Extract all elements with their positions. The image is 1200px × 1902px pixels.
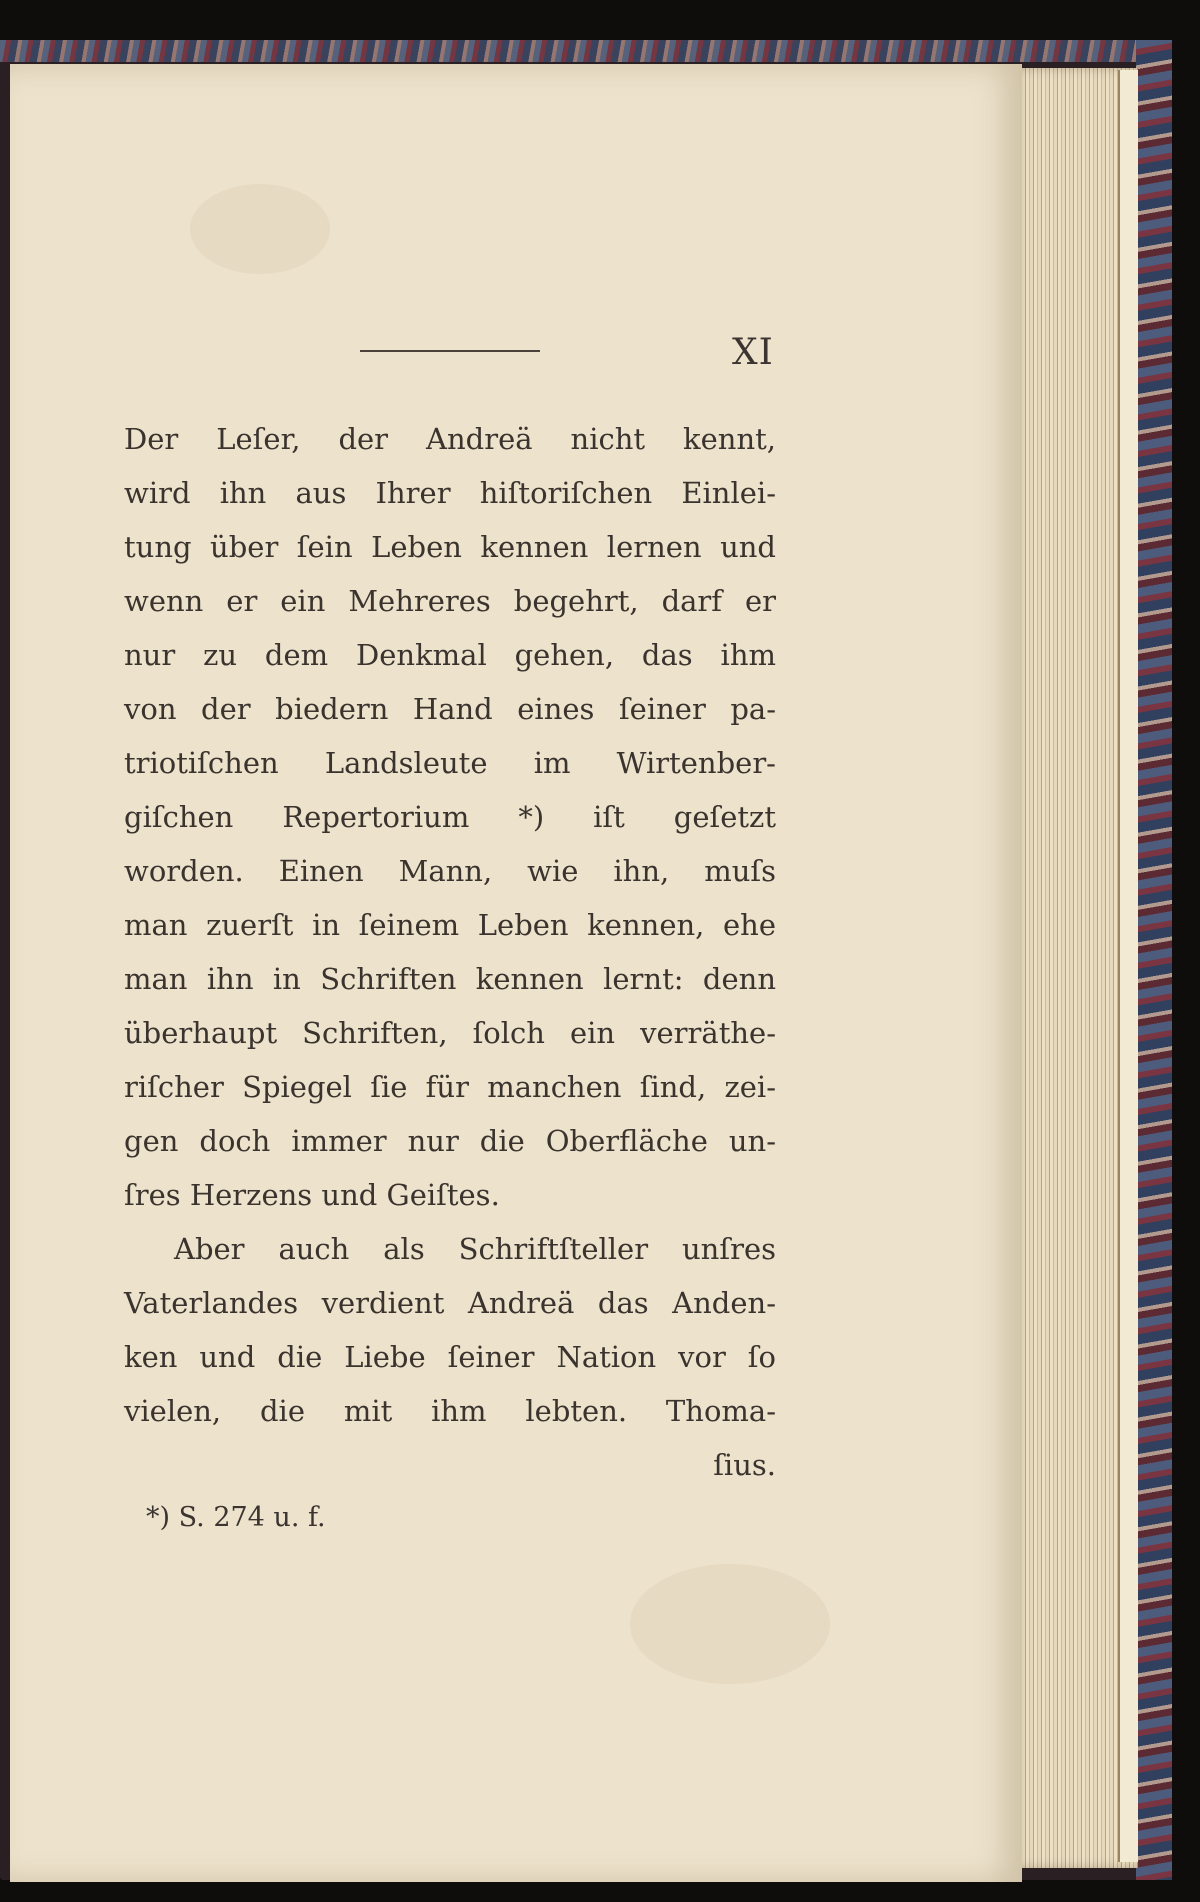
text-line: von der biedern Hand eines ſeiner pa-: [124, 692, 776, 726]
text-line: Der Leſer, der Andreä nicht kennt,: [124, 422, 776, 456]
marbled-cover-top: [0, 40, 1172, 62]
text-line: Vaterlandes verdient Andreä das Anden-: [124, 1286, 776, 1320]
marbled-cover-edge: [1136, 40, 1172, 1880]
text-line: wird ihn aus Ihrer hiſtoriſchen Einlei-: [124, 476, 776, 510]
text-line: riſcher Spiegel ſie für manchen ſind, zei-: [124, 1070, 776, 1104]
text-line: man ihn in Schriften kennen lernt: denn: [124, 962, 776, 996]
text-line: nur zu dem Denkmal gehen, das ihm: [124, 638, 776, 672]
text-line: giſchen Repertorium *) iſt geſetzt: [124, 800, 776, 834]
text-line: man zuerſt in ſeinem Leben kennen, ehe: [124, 908, 776, 942]
text-line: ſres Herzens und Geiſtes.: [124, 1178, 500, 1212]
facing-page-edge: [1118, 70, 1138, 1862]
text-line: vielen, die mit ihm lebten. Thoma-: [124, 1394, 776, 1428]
book-page: [10, 64, 1022, 1882]
page-number: XI: [732, 332, 774, 373]
paper-stain: [190, 184, 330, 274]
text-line: Aber auch als Schriftſteller unſres: [174, 1232, 776, 1266]
text-line: triotiſchen Landsleute im Wirtenber-: [124, 746, 776, 780]
catchword: ſius.: [713, 1448, 776, 1482]
text-line: wenn er ein Mehreres begehrt, darf er: [124, 584, 776, 618]
paper-stain: [630, 1564, 830, 1684]
text-line: ken und die Liebe ſeiner Nation vor ſo: [124, 1340, 776, 1374]
header-rule: [360, 350, 540, 352]
text-line: tung über ſein Leben kennen lernen und: [124, 530, 776, 564]
text-line: überhaupt Schriften, ſolch ein verräthe-: [124, 1016, 776, 1050]
body-text: [124, 412, 776, 1492]
footnote: *) S. 274 u. f.: [146, 1502, 326, 1533]
text-line: gen doch immer nur die Oberfläche un-: [124, 1124, 776, 1158]
text-line: worden. Einen Mann, wie ihn, muſs: [124, 854, 776, 888]
